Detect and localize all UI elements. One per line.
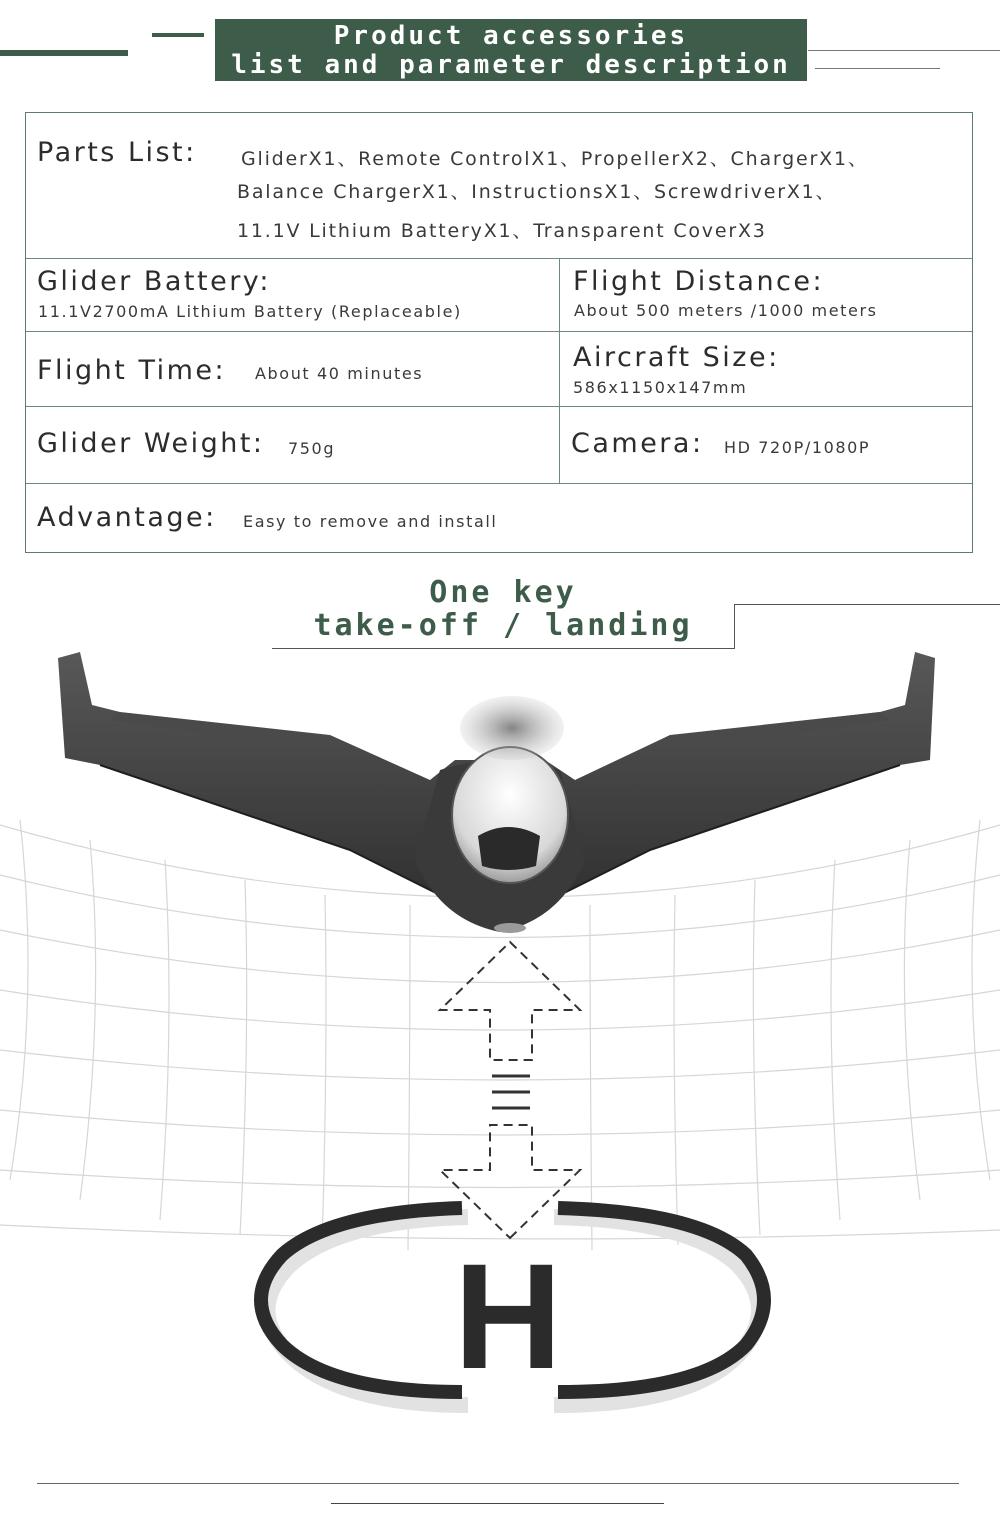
up-arrow (440, 942, 580, 1060)
advantage-label: Advantage: (37, 502, 217, 533)
aircraft-size-label: Aircraft Size: (573, 342, 780, 373)
table-divider (26, 483, 972, 484)
header-banner (215, 19, 807, 81)
table-column-divider (559, 258, 560, 483)
flight-time-value: About 40 minutes (255, 364, 424, 383)
table-divider (26, 406, 972, 407)
parts-list-line2: Balance ChargerX1、InstructionsX1、ScrewdriverX1、 (237, 181, 837, 203)
camera-value: HD 720P/1080P (724, 438, 871, 457)
arrow-connector-dashes (492, 1076, 530, 1108)
canopy-window (478, 827, 540, 870)
advantage-value: Easy to remove and install (243, 512, 498, 531)
feature-heading (272, 576, 734, 642)
takeoff-landing-arrows (440, 942, 580, 1238)
footer-rule-long (37, 1483, 959, 1484)
feature-bracket-top (734, 604, 1000, 605)
helipad-letter: H (453, 1232, 563, 1400)
camera-label: Camera: (571, 428, 704, 459)
propeller-blur (460, 696, 564, 760)
helipad (261, 1208, 764, 1405)
illustration-scene (0, 640, 1000, 1470)
flight-distance-label: Flight Distance: (573, 266, 825, 297)
header-rule-left (0, 50, 128, 56)
glider-battery-label: Glider Battery: (37, 266, 271, 297)
parts-list-label: Parts List: (37, 137, 197, 168)
flight-distance-value: About 500 meters /1000 meters (574, 301, 878, 320)
parts-list-line1: GliderX1、Remote ControlX1、PropellerX2、ChargerX1、 (241, 148, 869, 170)
glider-battery-value: 11.1V2700mA Lithium Battery (Replaceable) (38, 302, 462, 321)
spec-table (25, 112, 973, 553)
footer-rule-short (331, 1503, 664, 1504)
table-divider (26, 331, 972, 332)
nose-lens (494, 923, 526, 933)
aircraft-size-value: 586x1150x147mm (573, 378, 748, 397)
header-title-line2: list and parameter description (231, 50, 791, 80)
header-rule-short (152, 33, 204, 37)
header-rule-right-top (808, 50, 1000, 51)
feature-heading-line2: take-off / landing (313, 608, 693, 643)
header-title-line1: Product accessories (333, 21, 689, 51)
parts-list-line3: 11.1V Lithium BatteryX1、Transparent CoverX3 (237, 220, 767, 242)
glider-weight-label: Glider Weight: (37, 428, 265, 459)
glider-weight-value: 750g (288, 439, 336, 458)
flight-time-label: Flight Time: (37, 355, 227, 386)
glider-illustration (58, 652, 935, 933)
feature-heading-line1: One key (429, 575, 577, 610)
table-divider (26, 258, 972, 259)
header-rule-right-bottom (815, 68, 940, 69)
